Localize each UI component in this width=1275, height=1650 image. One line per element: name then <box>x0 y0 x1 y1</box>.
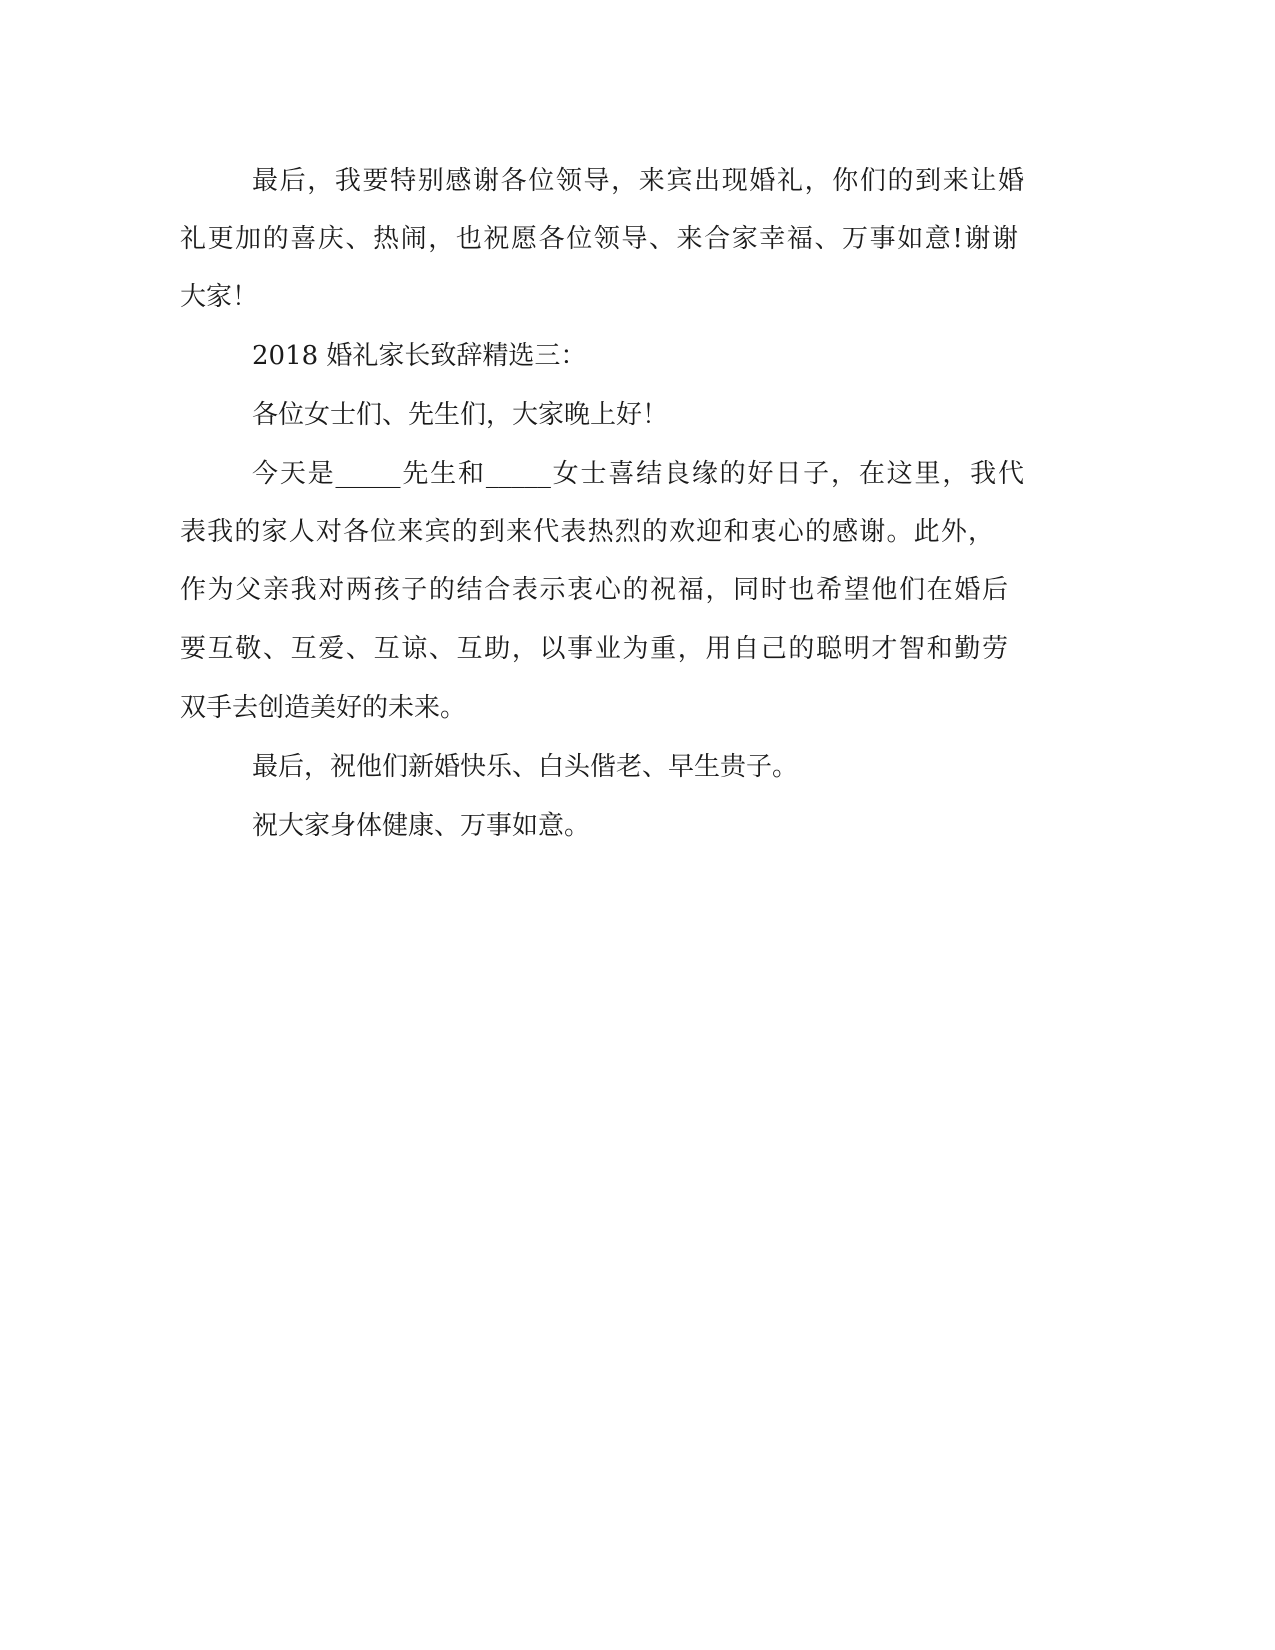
paragraph-line: 最后，我要特别感谢各位领导，来宾出现婚礼，你们的到来让婚 <box>252 166 1024 196</box>
section-heading: 2018 婚礼家长致辞精选三： <box>252 341 587 371</box>
paragraph-line: 礼更加的喜庆、热闹，也祝愿各位领导、来合家幸福、万事如意!谢谢 <box>180 224 1018 254</box>
paragraph-line: 作为父亲我对两孩子的结合表示衷心的祝福，同时也希望他们在婚后 <box>180 575 1008 605</box>
paragraph-line: 大家！ <box>180 282 259 312</box>
paragraph-line: 最后，祝他们新婚快乐、白头偕老、早生贵子。 <box>252 752 799 782</box>
paragraph-line: 要互敬、互爱、互谅、互助，以事业为重，用自己的聪明才智和勤劳 <box>180 634 1008 664</box>
paragraph-line: 今天是_____先生和_____女士喜结良缘的好日子，在这里，我代 <box>252 459 1024 489</box>
paragraph-line: 双手去创造美好的未来。 <box>180 693 467 723</box>
paragraph-line: 表我的家人对各位来宾的到来代表热烈的欢迎和衷心的感谢。此外， <box>180 517 994 547</box>
paragraph-line: 祝大家身体健康、万事如意。 <box>252 811 591 841</box>
salutation-line: 各位女士们、先生们，大家晚上好！ <box>252 400 669 430</box>
